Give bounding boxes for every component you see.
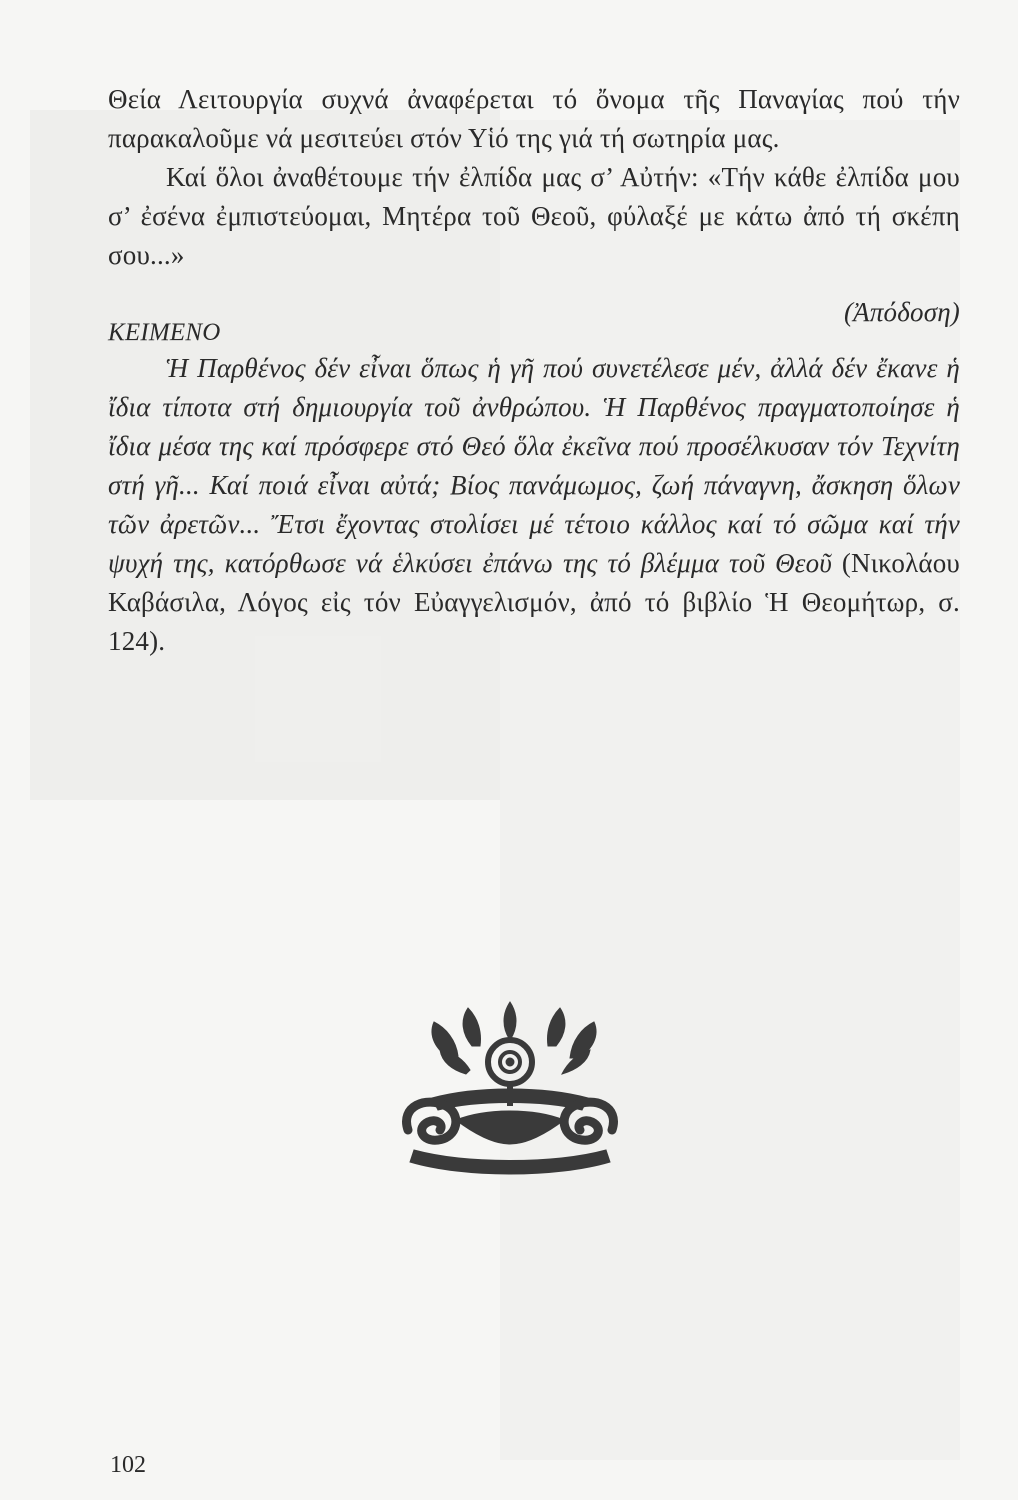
leaf-right-mid (548, 1008, 565, 1046)
quote-paragraph (108, 349, 960, 661)
section-note: (Ἀπόδοση) (843, 297, 960, 327)
leaf-center (504, 1002, 516, 1040)
quote-text: Ἡ Παρθένος δέν εἶναι ὅπως ἡ γῆ πού συνετέλεσε μέν, ἀλλά δέν ἔκανε ἡ ἴδια τίποτα στή δημιουργία τοῦ ἀνθρώπου. Ἡ Παρθένος πραγματοποίησε ἡ ἴδια μέσα της καί πρόσφερε στό Θεό ὅλα ἐκεῖνα πού προσέλκυσαν τόν Τεχνίτη στή γῆ... Καί ποιά εἶναι αὐτά; Βίος πανάμωμος, ζωή πάναγνη, ἄσκηση ὅλων τῶν ἀρετῶν... Ἔτσι ἔχοντας στολίσει μέ τέτοιο κάλλος καί τό σῶμα καί τήν ψυχή της, κατόρθωσε νά ἑλκύσει ἐπάνω της τό βλέμμα τοῦ Θεοῦ (108, 353, 960, 578)
paragraph-1: Θεία Λειτουργία συχνά ἀναφέρεται τό ὄνομα τῆς Παναγίας πού τήν παρακαλοῦμε νά μεσιτεύει στόν Υἱό της γιά τή σωτηρία μας. (108, 84, 960, 153)
section-label: ΚΕΙΜΕΝΟ (108, 319, 221, 346)
page-number: 102 (110, 1452, 146, 1478)
base-middle (456, 1111, 564, 1144)
base-bottom (410, 1150, 610, 1174)
leaf-left-mid (463, 1008, 480, 1046)
quote-source: (Νικολάου Καβάσιλα, Λόγος εἰς τόν Εὐαγγελισμόν, ἀπό τό βιβλίο Ἡ Θεομήτωρ, σ. 124). (108, 548, 960, 656)
bud-center (506, 1058, 514, 1066)
page-body (108, 80, 960, 661)
paragraph-2: Καί ὅλοι ἀναθέτουμε τήν ἐλπίδα μας σ’ Αὐτήν: «Τήν κάθε ἐλπίδα μου σ’ ἐσένα ἐμπιστεύομαι, Μητέρα τοῦ Θεοῦ, φύλαξέ με κάτω ἀπό τή σκέπη σου...» (108, 162, 960, 270)
base-top (432, 1089, 588, 1110)
base-left-scroll (407, 1102, 456, 1140)
floral-lotus-ornament-icon (386, 1000, 634, 1180)
base-right-scroll (564, 1102, 613, 1140)
section-heading-row (108, 297, 960, 349)
